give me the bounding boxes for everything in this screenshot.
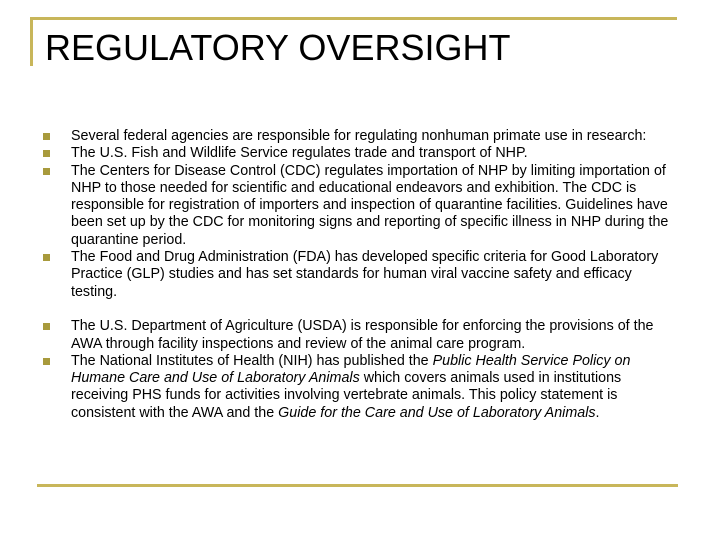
square-bullet-icon	[43, 254, 50, 261]
bullet-item-fish-wildlife	[40, 145, 680, 162]
bullet-text	[71, 353, 680, 422]
nih-text-part-3: .	[595, 404, 600, 421]
nih-text-part-1: The National Institutes of Health (NIH) has published the	[71, 352, 433, 369]
square-bullet-icon	[43, 150, 50, 157]
bullet-item-cdc	[40, 163, 680, 249]
guide-title: Guide for the Care and Use of Laboratory Animals	[278, 404, 596, 421]
nih-text-part-2: which covers animals used in institutions receiving PHS funds for activities involving vertebrate animals. This policy statement is consistent with the AWA and the	[71, 370, 622, 421]
title-frame-top-rule	[30, 17, 677, 20]
bottom-rule	[37, 484, 678, 487]
square-bullet-icon	[43, 168, 50, 175]
phs-policy-title: Public Health Service Policy on Humane Care and Use of Laboratory Animals	[71, 352, 631, 387]
bullet-list	[40, 128, 680, 422]
bullet-text: The Food and Drug Administration (FDA) has developed specific criteria for Good Laboratory Practice (GLP) studies and has set standards for human viral vaccine safety and efficacy testing.	[71, 249, 659, 300]
bullet-item-nih	[40, 353, 680, 422]
bullet-text: The Centers for Disease Control (CDC) regulates importation of NHP by limiting importation of NHP to those needed for scientific and educational endeavors and exhibition. The CDC is responsible for registration of importers and inspection of quarantine facilities. Guidelines have been set up by the CDC for monitoring signs and reporting of specific illness in NHP during the quarantine period.	[71, 162, 669, 248]
bullet-item-usda	[40, 318, 680, 353]
bullet-item-fda	[40, 249, 680, 301]
bullet-text: Several federal agencies are responsible for regulating nonhuman primate use in research:	[71, 128, 647, 144]
square-bullet-icon	[43, 358, 50, 365]
bullet-text: The U.S. Fish and Wildlife Service regulates trade and transport of NHP.	[71, 145, 528, 162]
square-bullet-icon	[43, 323, 50, 330]
square-bullet-icon	[43, 133, 50, 140]
bullet-item-federal-agencies	[40, 128, 680, 145]
title-frame-left-rule	[30, 17, 33, 66]
slide-title: REGULATORY OVERSIGHT	[45, 27, 511, 68]
bullet-text: The U.S. Department of Agriculture (USDA) is responsible for enforcing the provisions of the AWA through facility inspections and review of the animal care program.	[71, 318, 654, 352]
